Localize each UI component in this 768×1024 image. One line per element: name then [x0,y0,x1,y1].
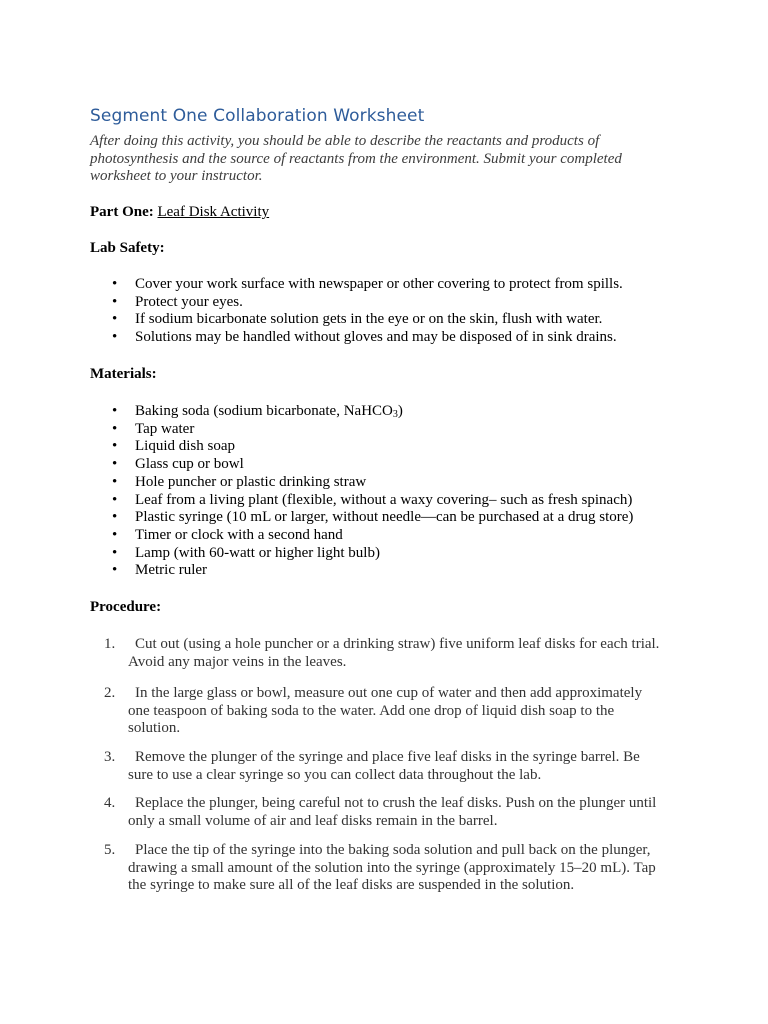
step-text: Remove the plunger of the syringe and place five leaf disks in the syringe barrel. Be sure to use a clear syringe so you can collect data throughout the lab. [128,749,640,783]
procedure-step [104,685,664,738]
bullet-icon: • [112,562,118,579]
step-number: 2. [104,685,116,701]
page-title: Segment One Collaboration Worksheet [90,106,425,126]
list-item: • Tap water [112,420,195,437]
procedure-step [104,795,664,830]
step-number: 1. [104,636,116,652]
step-text: In the large glass or bowl, measure out one cup of water and then add approximately one teaspoon of baking soda to the water. Add one drop of liquid dish soap to the solution. [128,685,643,737]
bullet-icon: • [112,420,118,437]
list-item: • Glass cup or bowl [112,456,244,473]
intro-paragraph: After doing this activity, you should be able to describe the reactants and products of photosynthesis and the source of reactants from the environment. Submit your completed worksheet to your instructor. [90,133,622,185]
step-text: Place the tip of the syringe into the baking soda solution and pull back on the plunger, drawing a small amount of the solution into the syringe (approximately 15–20 mL). Tap the syringe to make sure all of the leaf disks are suspended in the solution. [128,842,656,894]
step-text: Cut out (using a hole puncher or a drinking straw) five uniform leaf disks for each trial. Avoid any major veins in the leaves. [128,636,660,670]
list-item: • Lamp (with 60-watt or higher light bulb) [112,544,380,561]
step-text: Replace the plunger, being careful not to crush the leaf disks. Push on the plunger until only a small volume of air and leaf disks remain in the barrel. [128,795,657,829]
part-one-name: Leaf Disk Activity [157,204,270,220]
bullet-icon: • [112,403,118,419]
list-item: • Cover your work surface with newspaper or other covering to protect from spills. [112,276,623,292]
list-item: • Leaf from a living plant (flexible, without a waxy covering– such as fresh spinach) [112,491,633,508]
lab-safety-list [90,276,690,347]
list-item: • Metric ruler [112,562,208,579]
part-one-prefix: Part One: [90,204,158,220]
procedure-step [104,842,674,895]
materials-list [90,403,690,580]
part-one-heading [90,204,269,221]
bullet-icon: • [112,473,118,490]
list-item: • Hole puncher or plastic drinking straw [112,473,367,490]
lab-safety-heading: Lab Safety: [90,240,165,256]
bullet-icon: • [112,329,118,346]
bullet-icon: • [112,311,118,328]
materials-heading: Materials: [90,366,157,382]
bullet-icon: • [112,293,118,310]
list-item: • Protect your eyes. [112,293,243,310]
procedure-heading: Procedure: [90,599,162,615]
step-number: 3. [104,749,116,765]
bullet-icon: • [112,544,118,561]
step-number: 5. [104,842,116,858]
list-item: • Timer or clock with a second hand [112,526,343,543]
bullet-icon: • [112,509,118,526]
list-item: • Solutions may be handled without gloves and may be disposed of in sink drains. [112,329,617,346]
bullet-icon: • [112,438,118,455]
bullet-icon: • [112,456,118,473]
list-item: • If sodium bicarbonate solution gets in the eye or on the skin, flush with water. [112,311,603,328]
procedure-step [104,636,664,671]
list-item: • Baking soda (sodium bicarbonate, NaHCO$_3$) [112,403,403,420]
step-number: 4. [104,795,116,811]
bullet-icon: • [112,276,118,292]
list-item: • Plastic syringe (10 mL or larger, without needle—can be purchased at a drug store) [112,509,634,526]
bullet-icon: • [112,526,118,543]
procedure-step [104,749,664,784]
list-item: • Liquid dish soap [112,438,235,455]
bullet-icon: • [112,491,118,508]
